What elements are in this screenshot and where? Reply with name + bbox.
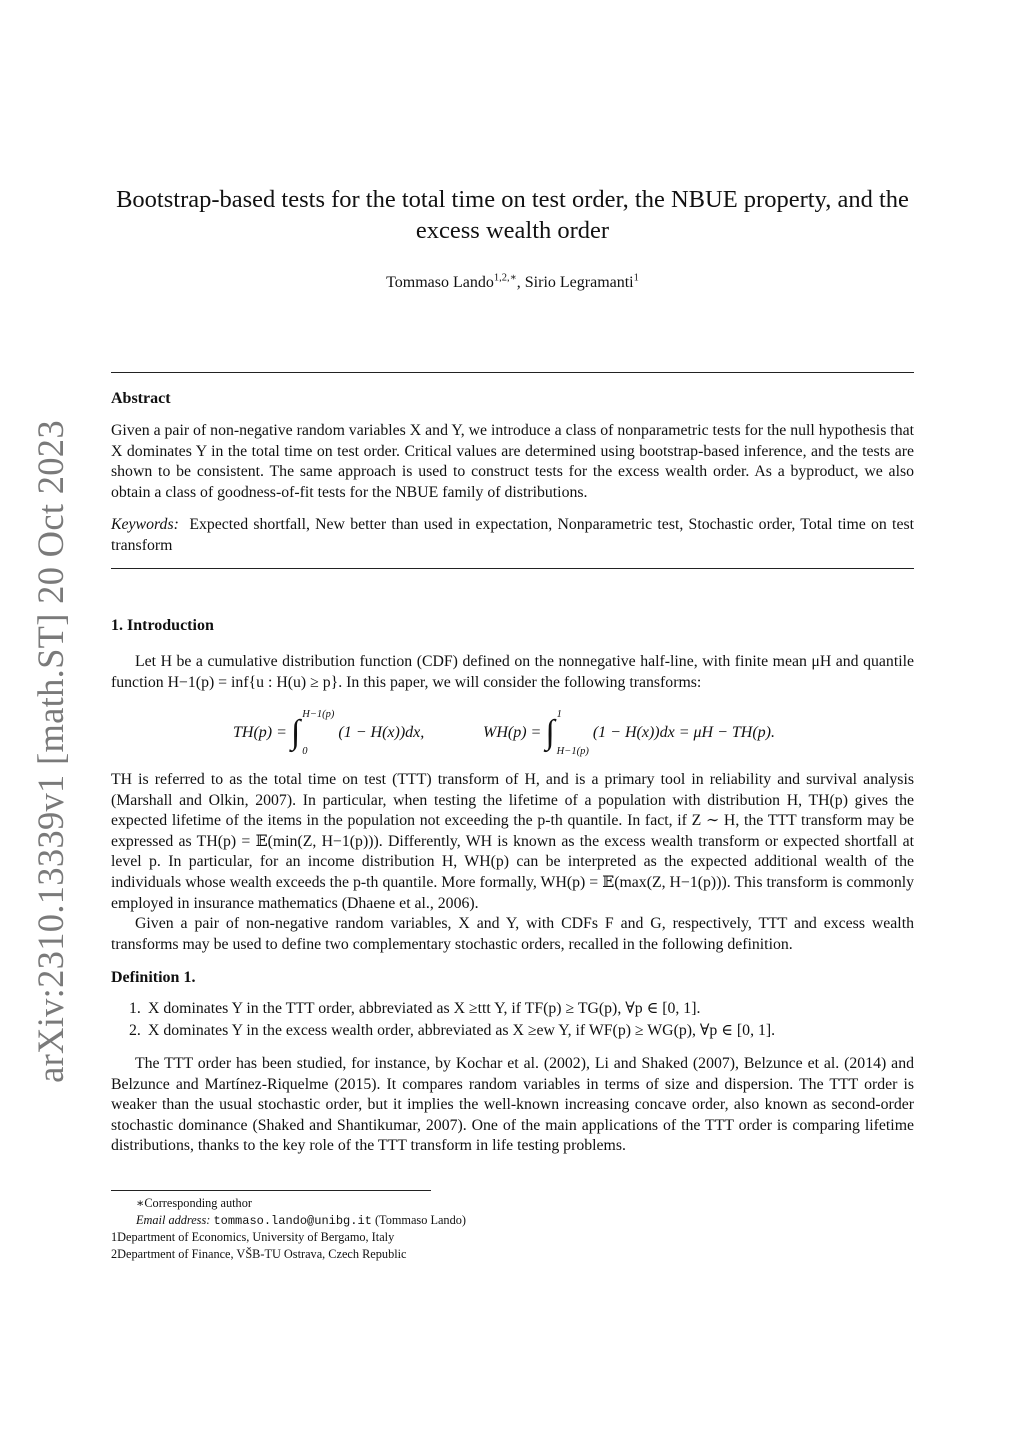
abstract-top-rule	[111, 372, 914, 373]
equation-ttt-limits	[302, 709, 334, 757]
abstract-bottom-rule	[111, 568, 914, 569]
author-lando: Tommaso Lando	[386, 274, 494, 291]
definition-list	[129, 998, 914, 1042]
display-equation	[111, 708, 914, 758]
equation-ew-body: (1 − H(x))dx = μH − TH(p).	[592, 724, 775, 741]
author-separator: ,	[516, 274, 525, 291]
intro-paragraph-2: TH is referred to as the total time on test (TTT) transform of H, and is a primary tool in reliability and survival analysis (Marshall and Olkin, 2007). In particular, when testing the lifetime of a population with distribution H, TH(p) gives the expected lifetime of the items in the population not exceeding the p-th quantile. In fact, if Z ∼ H, the TTT transform may be expressed as TH(p) = 𝔼(min(Z, H−1(p))). Differently, WH is known as the excess wealth transform or expected shortfall at level p. In particular, for an income distribution H, WH(p) can be interpreted as the expected additional wealth of the individuals whose wealth exceeds the p-th quantile. More formally, WH(p) = 𝔼(max(Z, H−1(p))). This transform is commonly employed in insurance mathematics (Dhaene et al., 2006).	[111, 771, 914, 912]
footnote-rule	[111, 1190, 431, 1191]
abstract-text: Given a pair of non-negative random variables X and Y, we introduce a class of nonparametric tests for the null hypothesis that X dominates Y in the total time on test order. Critical values are determined using bootstrap-based inference, and the tests are shown to be consistent. The same approach is used to construct tests for the excess wealth order. As a byproduct, we also obtain a class of goodness-of-fit tests for the NBUE family of distributions.	[111, 422, 914, 501]
intro-paragraph-3: Given a pair of non-negative random variables, X and Y, with CDFs F and G, respectively, TTT and excess wealth transforms may be used to define two complementary stochastic orders, recalled in the following definition.	[111, 915, 914, 953]
equation-ew-lhs: WH(p) =	[483, 724, 542, 741]
equation-ew-lower: H−1(p)	[556, 746, 589, 757]
definition-item: 2. X dominates Y in the excess wealth order, abbreviated as X ≥ew Y, if WF(p) ≥ WG(p), ∀p ∈ [0, 1].	[129, 1020, 914, 1042]
email-link[interactable]: tommaso.lando@unibg.it	[213, 1213, 372, 1228]
keywords-list: Expected shortfall, New better than used in expectation, Nonparametric test, Stochastic order, Total time on test transform	[111, 516, 914, 554]
footnote-corresponding: ∗Corresponding author	[136, 1196, 252, 1210]
footnote-affiliation-2: 2Department of Finance, VŠB-TU Ostrava, Czech Republic	[111, 1246, 407, 1261]
abstract-heading: Abstract	[111, 390, 171, 407]
definition-heading: Definition 1.	[111, 969, 196, 986]
list-number: 1.	[129, 1000, 141, 1017]
section-heading-introduction: 1. Introduction	[111, 617, 214, 634]
equation-ew	[483, 708, 775, 758]
paper-title: Bootstrap-based tests for the total time on test order, the NBUE property, and the excess wealth order	[116, 186, 909, 244]
equation-ttt	[233, 708, 424, 758]
integral-sign: ∫	[545, 714, 555, 751]
intro-paragraph-4: The TTT order has been studied, for instance, by Kochar et al. (2002), Li and Shaked (2007), Belzunce et al. (2014) and Belzunce and Martínez-Riquelme (2015). It compares random variables in terms of size and dispersion. The TTT order is weaker than the usual stochastic order, but it implies the well-known increasing concave order, also known as second-order stochastic dominance (Shaked and Shantikumar, 2007). One of the main applications of the TTT order is comparing lifetime distributions, thanks to the key role of the TTT transform in life testing problems.	[111, 1055, 914, 1155]
equation-ttt-body: (1 − H(x))dx,	[338, 724, 425, 741]
equation-ttt-upper: H−1(p)	[302, 709, 335, 720]
equation-ew-limits	[557, 709, 589, 757]
footnotes	[111, 1195, 914, 1262]
author-lando-marks: 1,2,∗	[493, 272, 517, 284]
equation-ttt-lhs: TH(p) =	[233, 724, 287, 741]
list-number: 2.	[129, 1021, 141, 1039]
author-legramanti-marks: 1	[633, 272, 639, 284]
keywords	[111, 515, 914, 556]
intro-paragraph-1: Let H be a cumulative distribution function (CDF) defined on the nonnegative half-line, with finite mean μH and quantile function H−1(p) = inf{u : H(u) ≥ p}. In this paper, we will consider the following transforms:	[111, 653, 914, 691]
email-name: (Tommaso Lando)	[374, 1212, 466, 1227]
footnote-affiliation-1: 1Department of Economics, University of Bergamo, Italy	[111, 1230, 395, 1245]
author-line	[111, 274, 914, 292]
author-legramanti: Sirio Legramanti	[524, 274, 634, 291]
email-label: Email address:	[136, 1212, 211, 1227]
integral-sign: ∫	[290, 714, 301, 751]
definition-item: 1. X dominates Y in the TTT order, abbreviated as X ≥ttt Y, if TF(p) ≥ TG(p), ∀p ∈ [0, 1].	[129, 998, 914, 1020]
equation-ew-upper: 1	[556, 709, 562, 720]
arxiv-identifier: arXiv:2310.13339v1 [math.ST] 20 Oct 2023	[29, 419, 71, 1083]
keywords-label: Keywords:	[111, 516, 179, 533]
equation-ttt-lower: 0	[302, 746, 308, 757]
footnote-email	[111, 1212, 914, 1230]
